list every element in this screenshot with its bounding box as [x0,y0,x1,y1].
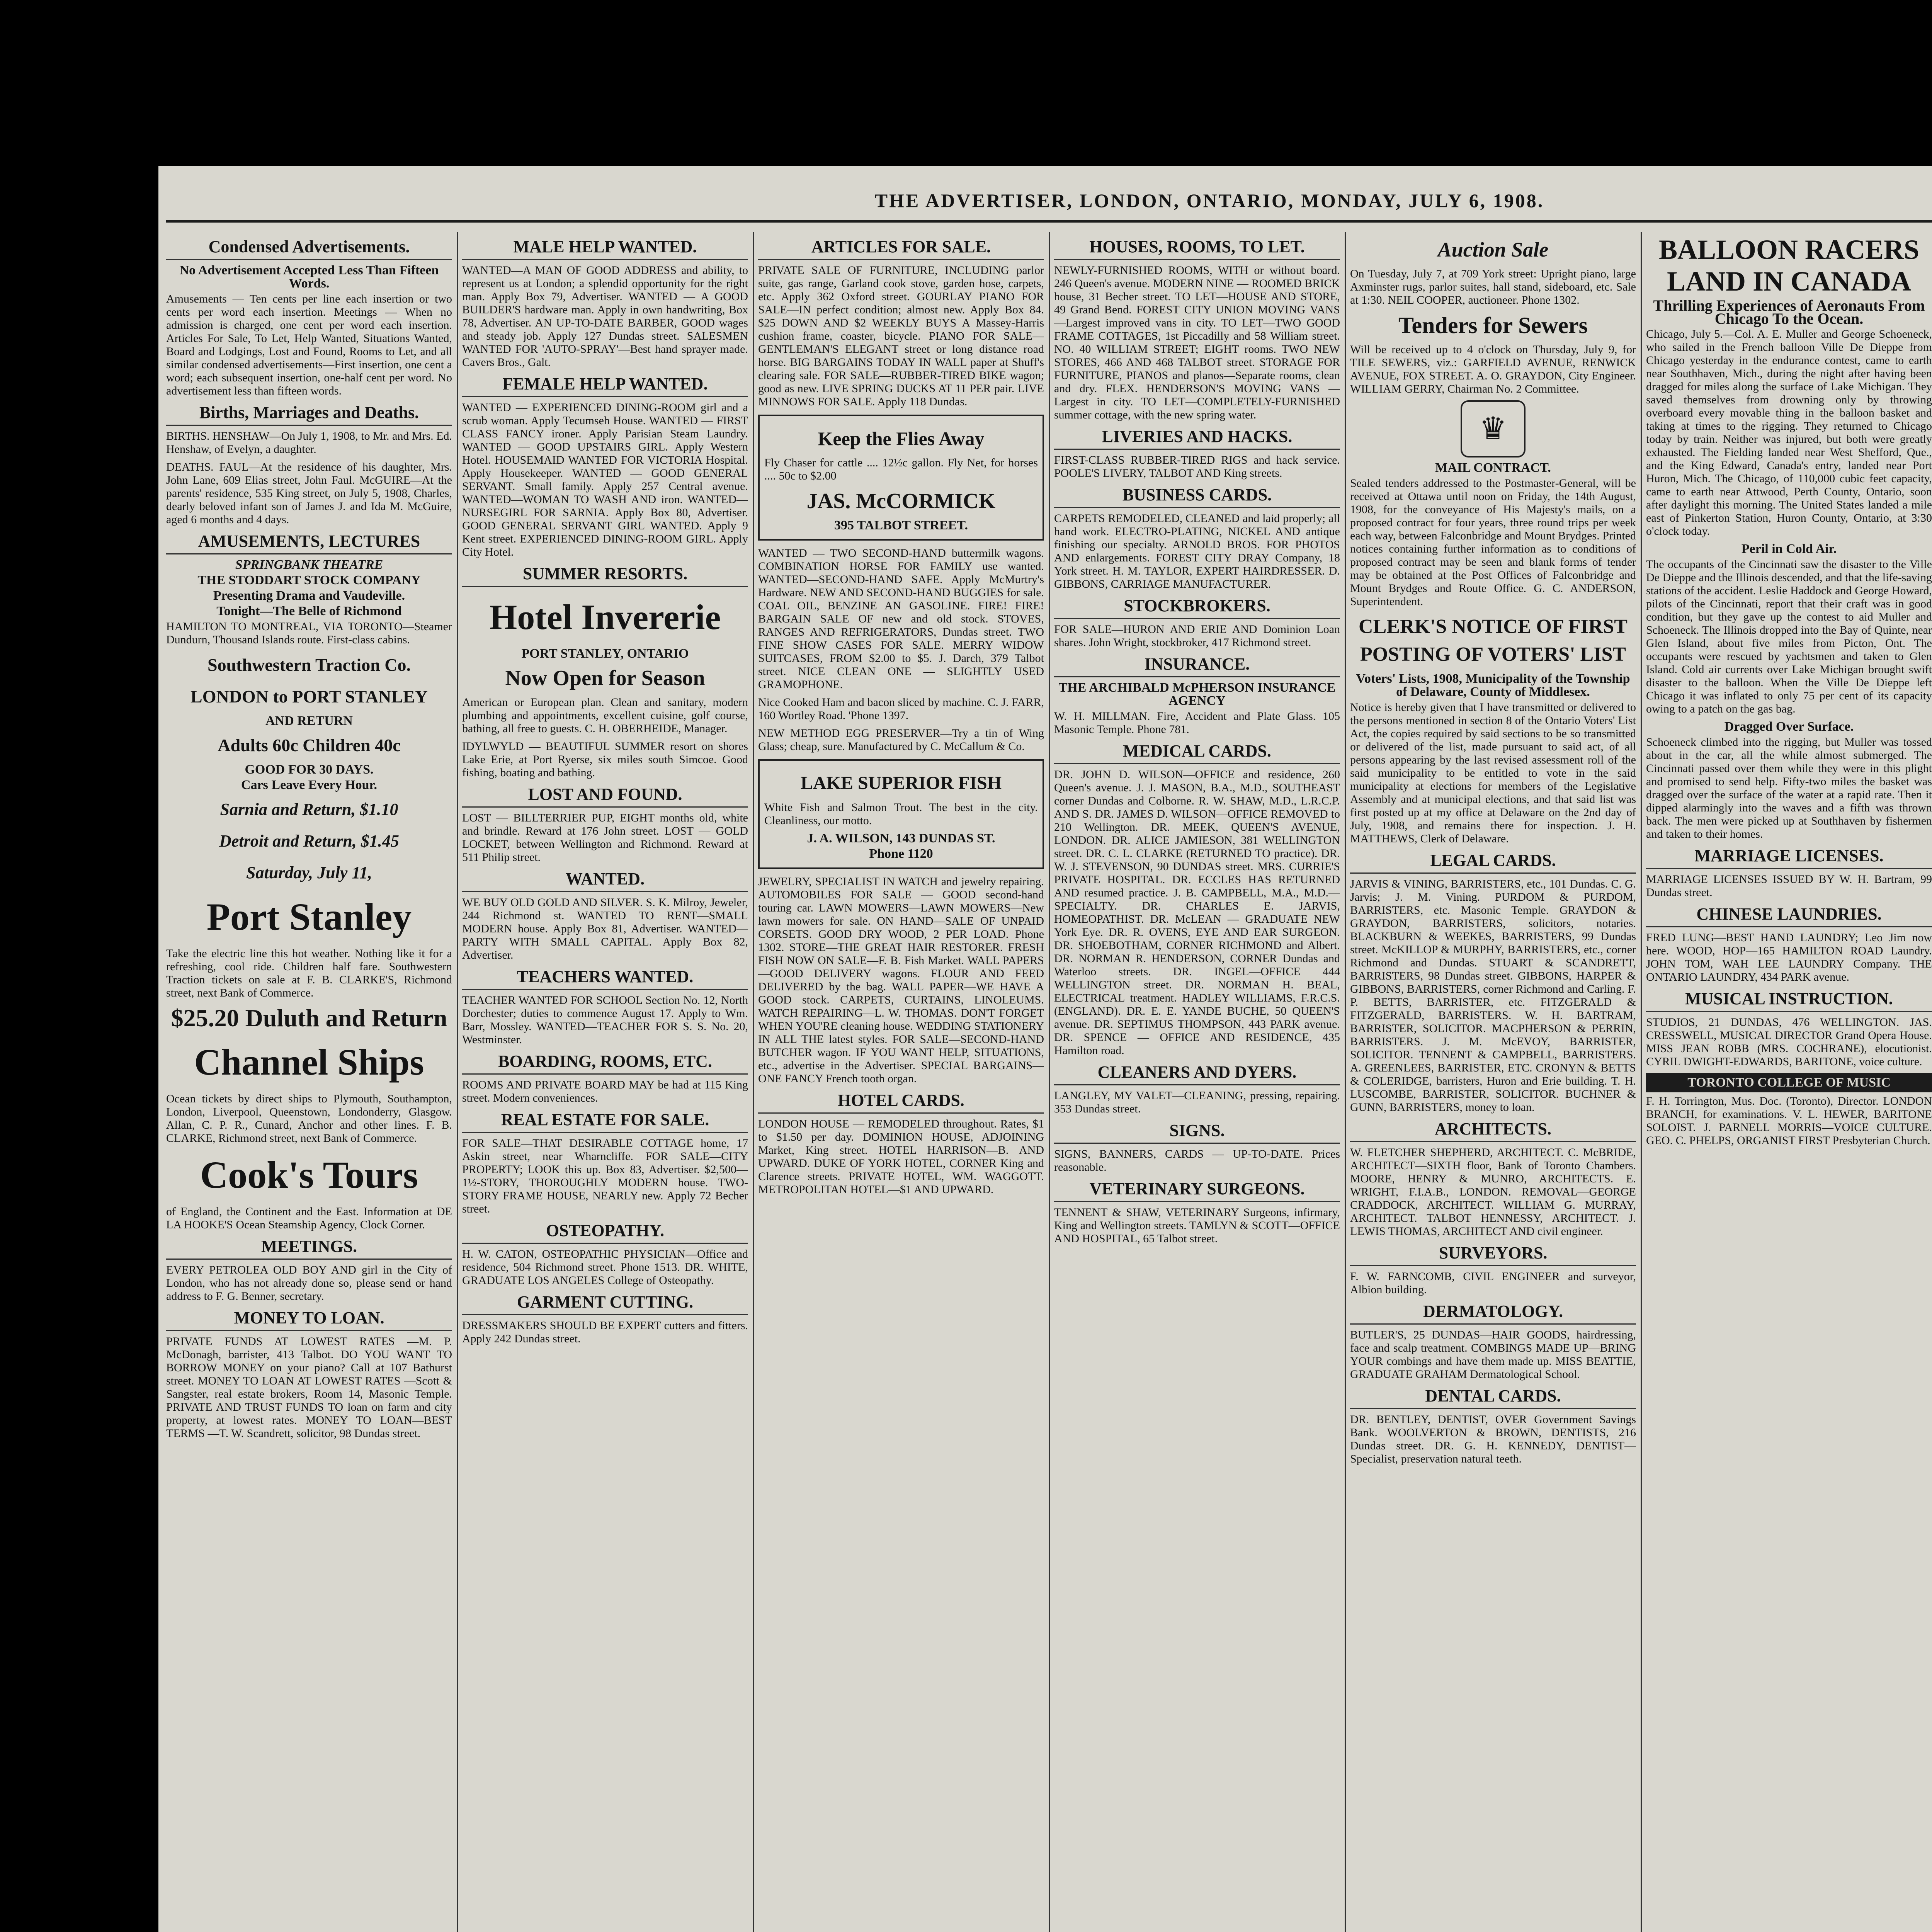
auction-heading: Auction Sale [1437,238,1549,261]
ham-ad: Nice Cooked Ham and bacon sliced by machine. C. J. FARR, 160 Wortley Road. 'Phone 1397. [758,696,1044,722]
chinese-laundries-text: FRED LUNG—BEST HAND LAUNDRY; Leo Jim now here. WOOD, HOP—165 HAMILTON ROAD Laundry. JOHN TOM, WAH LEE LAUNDRY Company. THE ONTARIO LAUNDRY, 434 PARK avenue. [1646,931,1932,983]
presenting-text: Presenting Drama and Vaudeville. [213,588,405,603]
stock-company: THE STODDART STOCK COMPANY [197,573,421,587]
masthead [158,189,1932,216]
sarnia-fare: Sarnia and Return, $1.10 [220,800,398,819]
wilson-name: J. A. WILSON, 143 DUNDAS ST. [807,831,995,845]
balloon-story: Chicago, July 5.—Col. A. E. Muller and George Schoeneck, who sailed in the French balloon Ville De Dieppe from Chicago yesterday in the endurance contest, came to earth near Southhaven, Mich., during the night after having been dragged for miles along the surface of Lake Michigan. They saved themselves from drowning only by throwing overboard every movable thing in the balloon basket and taking at times to the rigging. They returned to Chicago today by train. Neither was injured, but both were greatly exhausted. The Fielding landed near West Shefford, Que., and the King Edward, Canada's entry, landed near Port Huron, Mich. The Chicago, of 110,000 cubic feet capacity, came to earth near Attwood, Perth County, Ontario, soon after daylight this morning. The United States landed a mile east of Pinkerton Station, Huron County, Ontario, at 3:30 o'clock today. [1646,328,1932,537]
articles-text-2: WANTED — TWO SECOND-HAND buttermilk wagons. COMBINATION HORSE FOR FAMILY use wanted. WANTED—SECOND-HAND SAFE. Apply McMurtry's Hardware. NEW AND SECOND-HAND BUGGIES for sale. COAL OIL, BENZINE AN GASOLINE. FIRE! FIRE! BARGAIN SALE OF new and old stock. STOVES, RANGES AND REFRIGERATORS, Dundas street. TWO FINE SHOW CASES FOR SALE. MERRY WIDOW SUITCASES, FROM $2.00 to $5. J. Darch, 379 Talbot street. NICE CLEAN ONE — SLIGHTLY USED GRAMOPHONE. [758,547,1044,691]
port-stanley-big: Port Stanley [206,895,412,938]
wilson-phone: Phone 1120 [869,847,933,861]
tonight-text: Tonight—The Belle of Richmond [216,604,402,618]
male-help-heading: MALE HELP WANTED. [462,237,748,260]
duluth-fare: $25.20 Duluth and Return [171,1004,447,1032]
male-help-text: WANTED—A MAN OF GOOD ADDRESS and ability, to represent us at London; a splendid opportunity for the right man. Apply Box 79, Advertiser. WANTED — A GOOD BUILDER'S hardware man. Apply in own handwriting, Box 78, Advertiser. AN UP-TO-DATE BARBER, GOOD wages and steady job. Apply 127 Dundas street. SALESMEN WANTED FOR 'AUTO-SPRAY'—Best hand sprayer made. Cavers Bros., Galt. [462,264,748,369]
insurance-heading: INSURANCE. [1054,655,1340,677]
teachers-heading: TEACHERS WANTED. [462,967,748,990]
deaths-text: DEATHS. FAUL—At the residence of his daughter, Mrs. John Lane, 609 Elias street, John Faul. McGUIRE—At the parents' residence, 535 King street, on July 5, 1908, Charles, dearly beloved infant son of James J. and Ida M. McGuire, aged 6 months and 4 days. [166,461,452,526]
tenders-heading: Tenders for Sewers [1398,313,1588,338]
cleaners-text: LANGLEY, MY VALET—CLEANING, pressing, repairing. 353 Dundas street. [1054,1089,1340,1115]
column-rule [1345,232,1346,1932]
signs-heading: SIGNS. [1054,1121,1340,1144]
signs-text: SIGNS, BANNERS, CARDS — UP-TO-DATE. Prices reasonable. [1054,1148,1340,1173]
hotel-invererie: Hotel Invererie [489,597,721,637]
auction-text: On Tuesday, July 7, at 709 York street: Upright piano, large Axminster rugs, parlor suites, hall stand, sideboard, etc. Sale at 1:30. NEIL COOPER, auctioneer. Phone 1302. [1350,267,1636,306]
insurance-text: W. H. MILLMAN. Fire, Accident and Plate Glass. 105 Masonic Temple. Phone 781. [1054,710,1340,736]
liveries-text: FIRST-CLASS RUBBER-TIRED RIGS and hack service. POOLE'S LIVERY, TALBOT AND King streets. [1054,454,1340,480]
fly-chaser-ad [758,415,1044,541]
balloon-story-2: The occupants of the Cincinnati saw the disaster to the Ville De Dieppe and the Illinois descended, and that the life-saving stations of the accident. Leslie Haddock and George Howard, pilots of the Cincinnati, report that their craft was in good condition, but they gave up the contest to aid Muller and Schoeneck. The Illinois dropped into the Bay of Quinte, near Glen Island, about five miles from Picton, Ont. The occupants were rescued by yachtsmen and taken to Glen Island. Cold air currents over Lake Michigan brought swift disaster to the balloon. When the Ville De Dieppe left Chicago it was inflated to only 75 per cent of its capacity owing to a patch on the gas bag. [1646,558,1932,715]
theatre-name: SPRINGBANK THEATRE [235,558,383,572]
cooks-text: of England, the Continent and the East. Information at DE LA HOOKE'S Ocean Steamship Agency, Clock Corner. [166,1205,452,1231]
dental-heading: DENTAL CARDS. [1350,1386,1636,1409]
clerk-notice-text: Notice is hereby given that I have transmitted or delivered to the persons mentioned in section 8 of the Ontario Voters' List Act, the copies required by said sections to be so transmitted or delivered of the list, made pursuant to said act, of all persons appearing by the last revised assessment roll of the said municipality to be entitled to vote in the said municipality at elections for members of the Legislative Assembly and at municipal elections, and that said list was first posted up at my office at Delaware on the 2nd day of July, 1908, and remains there for inspection. J. H. MATTHEWS, Clerk of Delaware. [1350,701,1636,845]
stockbrokers-text: FOR SALE—HURON AND ERIE AND Dominion Loan shares. John Wright, stockbroker, 417 Richmond street. [1054,623,1340,649]
summer-resorts-heading: SUMMER RESORTS. [462,564,748,587]
cleaners-heading: CLEANERS AND DYERS. [1054,1063,1340,1085]
detroit-fare: Detroit and Return, $1.45 [219,832,399,850]
surveyors-text: F. W. FARNCOMB, CIVIL ENGINEER and surveyor, Albion building. [1350,1270,1636,1296]
garment-heading: GARMENT CUTTING. [462,1293,748,1315]
headline-land-in-canada: LAND IN CANADA [1667,266,1911,297]
births-heading: Births, Marriages and Deaths. [166,403,452,426]
lost-found-heading: LOST AND FOUND. [462,785,748,808]
chinese-laundries-heading: CHINESE LAUNDRIES. [1646,905,1932,927]
column-rule [753,232,754,1932]
column-4 [1054,232,1340,1932]
hotel-place: PORT STANLEY, ONTARIO [521,646,689,661]
dermatology-heading: DERMATOLOGY. [1350,1302,1636,1325]
condensed-notice: No Advertisement Accepted Less Than Fifteen Words. [179,263,439,291]
superior-heading: LAKE SUPERIOR FISH [800,773,1002,793]
female-help-text: WANTED — EXPERIENCED DINING-ROOM girl and a scrub woman. Apply Tecumseh House. WANTED — FIRST CLASS FANCY ironer. Apply Parisian Steam Laundry. WANTED — GOOD UPSTAIRS GIRL. Apply Western Hotel. HOUSEMAID WANTED FOR VICTORIA Hospital. Apply Housekeeper. WANTED — GOOD GENERAL SERVANT. Small family. Apply 257 Central avenue. WANTED—WOMAN TO WASH AND iron. WANTED—NURSEGIRL FOR SARNIA. Apply Box 80, Advertiser. GOOD GENERAL SERVANT GIRL WANTED. Apply 9 Kent street. EXPERIENCED DINING-ROOM GIRL. Apply City Hotel. [462,401,748,558]
idylwyld-text: IDYLWYLD — BEAUTIFUL SUMMER resort on shores Lake Erie, at Port Ryerse, six miles south Simcoe. Good fishing, boating and bathing. [462,740,748,779]
port-stanley-text: Take the electric line this hot weather. Nothing like it for a refreshing, cool ride. Children half fare. Southwestern Traction tickets on sale at F. B. CLARKE'S, Richmond street, next Bank of Commerce. [166,947,452,999]
flies-text: Fly Chaser for cattle .... 12½c gallon. Fly Net, for horses .... 50c to $2.00 [764,456,1038,482]
real-estate-text: FOR SALE—THAT DESIRABLE COTTAGE home, 17 Askin street, near Wharncliffe. FOR SALE—CITY PROPERTY; LOOK this up. Box 83, Advertiser. $2,500—1½-STORY, THOROUGHLY MODERN house. TWO-STORY FRAME HOUSE, NEARLY new. Apply 72 Becher street. [462,1137,748,1215]
money-text: PRIVATE FUNDS AT LOWEST RATES —M. P. McDonagh, barrister, 413 Talbot. DO YOU WANT TO BORROW MONEY on your piano? Call at 107 Bathurst street. MONEY TO LOAN AT LOWEST RATES —Scott & Sangster, real estate brokers, Room 14, Masonic Temple. PRIVATE AND TRUST FUNDS TO loan on farm and city property, at lowest rates. MONEY TO LOAN—BEST TERMS —T. W. Scandrett, solicitor, 98 Dundas street. [166,1335,452,1440]
business-text: CARPETS REMODELED, CLEANED and laid properly; all hand work. ELECTRO-PLATING, NICKEL AND antique finishing our specialty. ARNOLD BROS. FOR PHOTOS AND enlargements. FOREST CITY DRAY Company, 18 York street. H. M. TAYLOR, EXPERT HAIRDRESSER. D. GIBBONS, CARRIAGE MANUFACTURER. [1054,512,1340,590]
business-heading: BUSINESS CARDS. [1054,485,1340,508]
superior-text: White Fish and Salmon Trout. The best in the city. Cleanliness, our motto. [764,801,1038,827]
fares: Adults 60c Children 40c [218,735,401,755]
garment-text: DRESSMAKERS SHOULD BE EXPERT cutters and fitters. Apply 242 Dundas street. [462,1319,748,1345]
toronto-college-music: TORONTO COLLEGE OF MUSIC [1646,1073,1932,1092]
cooks-tours: Cook's Tours [200,1153,418,1196]
traction-heading: Southwestern Traction Co. [207,655,411,675]
liveries-heading: LIVERIES AND HACKS. [1054,427,1340,450]
column-1 [166,232,452,1932]
insurance-agency: THE ARCHIBALD McPHERSON INSURANCE AGENCY [1058,680,1336,708]
veterinary-text: TENNENT & SHAW, VETERINARY Surgeons, infirmary, King and Wellington streets. TAMLYN & SCOTT—OFFICE AND HOSPITAL, 65 Talbot street. [1054,1206,1340,1245]
teachers-text: TEACHER WANTED FOR SCHOOL Section No. 12, North Dorchester; duties to commence August 17. Apply to Wm. Barr, Mossley. WANTED—TEACHER FOR S. S. No. 20, Westminster. [462,994,748,1046]
real-estate-heading: REAL ESTATE FOR SALE. [462,1110,748,1133]
column-rule [1641,232,1642,1932]
marriage-text: MARRIAGE LICENSES ISSUED BY W. H. Bartram, 99 Dundas street. [1646,873,1932,899]
wanted-heading: WANTED. [462,869,748,892]
stockbrokers-heading: STOCKBROKERS. [1054,596,1340,619]
meetings-text: EVERY PETROLEA OLD BOY AND girl in the City of London, who has not already done so, please send or hand address to F. G. Benner, secretary. [166,1264,452,1303]
births-text: BIRTHS. HENSHAW—On July 1, 1908, to Mr. and Mrs. Ed. Henshaw, of Evelyn, a daughter. [166,430,452,456]
legal-heading: LEGAL CARDS. [1350,851,1636,874]
tenders-text: Will be received up to 4 o'clock on Thursday, July 9, for TILE SEWERS, viz.: GARFIELD AVENUE, RENWICK AVENUE, FOX STREET. A. O. GRAYDON, City Engineer. WILLIAM GERRY, Chairman No. 2 Committee. [1350,343,1636,395]
newspaper-page [158,166,1932,1932]
mail-contract-heading: MAIL CONTRACT. [1435,461,1551,475]
articles-heading: ARTICLES FOR SALE. [758,237,1044,260]
hotel-open: Now Open for Season [505,666,705,690]
good-for: GOOD FOR 30 DAYS. [245,762,374,777]
osteopathy-heading: OSTEOPATHY. [462,1221,748,1244]
column-6 [1646,232,1932,1932]
column-rule [457,232,458,1932]
royal-crest-icon: ♛ [1461,400,1526,457]
wanted-text: WE BUY OLD GOLD AND SILVER. S. K. Milroy, Jeweler, 244 Richmond st. WANTED TO RENT—SMALL MODERN house. Apply Box 81, Advertiser. WANTED—PARTY WITH SMALL CAPITAL. Apply Box 82, Advertiser. [462,896,748,961]
balloon-subhead: Thrilling Experiences of Aeronauts From Chicago To the Ocean. [1653,297,1925,327]
masthead-title: THE ADVERTISER, LONDON, ONTARIO, MONDAY, JULY 6, 1908. [874,190,1544,211]
headline-balloon-racers: BALLOON RACERS [1658,234,1920,265]
and-return: AND RETURN [265,714,353,728]
music-text-2: F. H. Torrington, Mus. Doc. (Toronto), Director. LONDON BRANCH, for examinations. V. L. HEWER, BARITONE SOLOIST. J. PARNELL MORRIS—VOICE CULTURE. GEO. C. PHELPS, ORGANIST FIRST Presbyterian Church. [1646,1095,1932,1147]
meetings-heading: MEETINGS. [166,1237,452,1260]
mail-contract-text: Sealed tenders addressed to the Postmaster-General, will be received at Ottawa until noon on Friday, the 14th August, 1908, for the conveyance of His Majesty's mails, on a proposed contract for four years, three round trips per week each way, between Falconbridge and Mount Brydges. Printed notices containing further information as to conditions of proposed contract may be seen and blank forms of tender may be obtained at the Post Offices of Falconbridge and Mount Brydges and Route Office. G. C. ANDERSON, Superintendent. [1350,477,1636,608]
amusements-heading: AMUSEMENTS, LECTURES [166,532,452,554]
boarding-heading: BOARDING, ROOMS, ETC. [462,1052,748,1075]
masthead-rule [166,220,1932,223]
lake-superior-ad [758,759,1044,869]
lost-found-text: LOST — BILLTERRIER PUP, EIGHT months old, white and brindle. Reward at 176 John street. LOST — GOLD LOCKET, between Wellington and Richmond. Reward at 511 Philip street. [462,811,748,864]
dental-text: DR. BENTLEY, DENTIST, OVER Government Savings Bank. WOOLVERTON & BROWN, DENTISTS, 216 Dundas street. DR. G. H. KENNEDY, DENTIST—Specialist, preservation natural teeth. [1350,1413,1636,1465]
legal-text: JARVIS & VINING, BARRISTERS, etc., 101 Dundas. C. G. Jarvis; J. M. Vining. PURDOM & PURDOM, BARRISTERS, etc. Masonic Temple. GRAYDON & GRAYDON, BARRISTERS, solicitors, notaries. BLACKBURN & WEEKES, BARRISTERS, 99 Dundas street. McKILLOP & MURPHY, BARRISTERS, etc., corner Richmond and Dundas. STUART & SCANDRETT, BARRISTERS, 98 Dundas street. GIBBONS, HARPER & GIBBONS, BARRISTERS, corner Richmond and Carling. F. P. BETTS, BARRISTER, etc. FITZGERALD & FITZGERALD, BARRISTERS. W. H. BARTRAM, BARRISTER, SOLICITOR. MACPHERSON & PERRIN, BARRISTERS. J. M. McEVOY, BARRISTER, SOLICITOR. TENNENT & CAMPBELL, BARRISTERS. A. GREENLEES, BARRISTER, ETC. CRONYN & BETTS & COLERIDGE, barristers, Huron and Erie building. T. H. LUSCOMBE, BARRISTER, SOLICITOR. BUCHNER & GUNN, BARRISTERS, money to loan. [1350,878,1636,1114]
veterinary-heading: VETERINARY SURGEONS. [1054,1179,1340,1202]
hamilton-ad: HAMILTON TO MONTREAL, VIA TORONTO—Steamer Dundurn, Thousand Islands route. First-class cabins. [166,620,452,646]
female-help-heading: FEMALE HELP WANTED. [462,374,748,397]
mccormick-address: 395 TALBOT STREET. [834,518,968,532]
architects-heading: ARCHITECTS. [1350,1119,1636,1142]
port-stanley-route: LONDON to PORT STANLEY [190,687,428,706]
marriage-heading: MARRIAGE LICENSES. [1646,846,1932,869]
music-text: STUDIOS, 21 DUNDAS, 476 WELLINGTON. JAS. CRESSWELL, MUSICAL DIRECTOR Grand Opera House. MISS JEAN ROBB (MRS. COCHRANE), elocutionist. CYRIL DWIGHT-EDWARDS, BARITONE, voice culture. [1646,1016,1932,1068]
egg-preserver-ad: NEW METHOD EGG PRESERVER—Try a tin of Wing Glass; cheap, sure. Manufactured by C. McCallum & Co. [758,727,1044,753]
peril-subhead: Peril in Cold Air. [1741,542,1837,556]
articles-text-3: JEWELRY, SPECIALIST IN WATCH and jewelry repairing. AUTOMOBILES FOR SALE — GOOD second-hand touring car. LAWN MOWERS—LAWN MOWERS—New lawn mowers for sale. ON HAND—SALE OF UNPAID CORSETS. GOOD DRY WOOD, 2 PER LOAD. Phone 1302. STORE—THE GREAT HAIR RESTORER. FRESH FISH NOW ON SALE—F. B. Fish Market. WALL PAPERS—GOOD DELIVERY wagons. FLOUR AND FEED DELIVERED by the bag. WALL PAPER—WE HAVE A GOOD stock. CARPETS, CURTAINS, LINOLEUMS. WATCH REPAIRING—L. W. THOMAS. DON'T FORGET WHEN YOU'RE cleaning house. WEDDING STATIONERY IN ALL THE latest styles. FOR SALE—SECOND-HAND BUTCHER wagon. IF YOU WANT HELP, SITUATIONS, etc., advertise in the Advertiser. SPECIAL BARGAINS—ONE FANCY French tooth organ. [758,875,1044,1085]
column-3 [758,232,1044,1932]
medical-text: DR. JOHN D. WILSON—OFFICE and residence, 260 Queen's avenue. J. J. MASON, B.A., M.D., SOUTHEAST corner Dundas and Colborne. R. W. SHAW, M.D., L.R.C.P. AND S. DR. JAMES D. WILSON—OFFICE REMOVED to 210 Wellington. DR. MEEK, QUEEN'S AVENUE, LONDON. DR. ALICE JAMIESON, 381 WELLINGTON street. DR. C. L. CLARKE (RETURNED TO practice). DR. W. J. STEVENSON, 90 DUNDAS street. MRS. CURRIE'S PRIVATE HOSPITAL. DR. ECCLES HAS RETURNED AND resumed practice. J. B. CAMPBELL, M.A., M.D.—SPECIALTY. DR. CHARLES E. JARVIS, HOMEOPATHIST. DR. McLEAN — GRADUATE NEW York Eye. DR. R. OVENS, EYE AND EAR SURGEON. DR. SHOEBOTHAM, CORNER RICHMOND and Albert. DR. NORMAN R. HENDERSON, CORNER Dundas and Waterloo streets. DR. INGEL—OFFICE 444 WELLINGTON street. DR. NORMAN H. BEAL, ELECTRICAL treatment. HADLEY WILLIAMS, F.R.C.S. (ENGLAND). DR. E. E. YANDE BUCHE, 50 QUEEN'S avenue. DR. SEPTIMUS THOMPSON, 443 PARK avenue. DR. SPENCE — OFFICE AND RESIDENCE, 435 Hamilton road. [1054,768,1340,1057]
saturday-date: Saturday, July 11, [246,863,372,882]
medical-heading: MEDICAL CARDS. [1054,742,1340,764]
column-2 [462,232,748,1932]
boarding-text: ROOMS AND PRIVATE BOARD MAY be had at 115 King street. Modern conveniences. [462,1078,748,1104]
column-rule [1049,232,1050,1932]
surveyors-heading: SURVEYORS. [1350,1243,1636,1266]
flies-heading: Keep the Flies Away [818,428,985,449]
houses-heading: HOUSES, ROOMS, TO LET. [1054,237,1340,260]
mccormick-name: JAS. McCORMICK [806,489,996,513]
articles-text: PRIVATE SALE OF FURNITURE, INCLUDING parlor suite, gas range, Garland cook stove, garden hose, carpets, etc. Apply 362 Oxford street. GOURLAY PIANO FOR SALE—IN perfect condition; almost new. Apply Box 84. $25 DOWN AND $2 WEEKLY BUYS A Massey-Harris cushion frame, coaster, bicycle. PIANO FOR SALE—GENTLEMAN'S ELEGANT street or long distance road horse. BIG BARGAINS TODAY IN WALL paper at Shuff's clearing sale. FOR SALE—RUBBER-TIRED BIKE wagon; good as new. LIVE SPRING DUCKS AT 11 PER pair. LIVE MINNOWS FOR SALE. Apply 118 Dundas. [758,264,1044,408]
architects-text: W. FLETCHER SHEPHERD, ARCHITECT. C. McBRIDE, ARCHITECT—SIXTH floor, Bank of Toronto Chambers. MOORE, HENRY & MUNRO, ARCHITECTS. E. WRIGHT, F.I.A.B., LONDON. REMOVAL—GEORGE CRADDOCK, ARCHITECT. WILLIAM G. MURRAY, ARCHITECT. TALBOT HENNESSY, ARCHITECT. J. LEWIS THOMAS, ARCHITECT AND civil engineer. [1350,1146,1636,1238]
dermatology-text: BUTLER'S, 25 DUNDAS—HAIR GOODS, hairdressing, face and scalp treatment. COMBINGS MADE UP—BRING YOUR combings and have them made up. MISS BEATTIE, GRADUATE GRAHAM Dermatological School. [1350,1328,1636,1381]
hotel-cards-heading: HOTEL CARDS. [758,1091,1044,1114]
money-heading: MONEY TO LOAN. [166,1308,452,1331]
condensed-rates: Amusements — Ten cents per line each insertion or two cents per word each insertion. Meetings — When no admission is charged, one cent per word each insertion. Articles For Sale, To Let, Help Wanted, Situations Wanted, Board and Lodgings, Lost and Found, Rooms to Let, and all similar condensed advertisements—First insertion, one cent a word; each subsequent insertion, one-half cent per word. No advertisement less than fifteen words. [166,293,452,397]
channel-text: Ocean tickets by direct ships to Plymouth, Southampton, London, Liverpool, Queenstown, Londonderry, Glasgow. Allan, C. P. R., Cunard, Anchor and other lines. F. B. CLARKE, Richmond street, next Bank of Commerce. [166,1092,452,1145]
column-5 [1350,232,1636,1932]
hotel-cards-text: LONDON HOUSE — REMODELED throughout. Rates, $1 to $1.50 per day. DOMINION HOUSE, ADJOINING Market, King street. HOTEL HARRISON—B. AND UPWARD. DUKE OF YORK HOTEL, CORNER King and Clarence streets. PRIVATE HOTEL, WM. WAGGOTT. METROPOLITAN HOTEL—$1 AND UPWARD. [758,1117,1044,1196]
houses-text: NEWLY-FURNISHED ROOMS, WITH or without board. 246 Queen's avenue. MODERN NINE — ROOMED BRICK house, 31 Becher street. TO LET—HOUSE AND STORE, 49 Grand Bend. FOREST CITY UNION MOVING VANS —Largest improved vans in city. TO LET—TWO GOOD FRAME COTTAGES, 1st Piccadilly and 58 William street. NO. 40 WILLIAM STREET; EIGHT rooms. TWO NEW STORES, 466 AND 468 TALBOT street. STORAGE FOR FURNITURE, PIANOS and planos—Separate rooms, clean and dry. FLEX. HENDERSON'S MOVING VANS —Largest in city. TO LET—COMPLETELY-FURNISHED summer cottage, with the new spring water. [1054,264,1340,421]
condensed-heading: Condensed Advertisements. [166,237,452,260]
clerk-notice-heading: CLERK'S NOTICE OF FIRST POSTING OF VOTERS' LIST [1359,616,1628,665]
channel-ships: Channel Ships [194,1041,424,1083]
hotel-text: American or European plan. Clean and sanitary, modern plumbing and appointments, excellent cuisine, golf course, bathing, all free to guests. C. H. OBERHEIDE, Manager. [462,696,748,735]
cars-leave: Cars Leave Every Hour. [241,778,377,792]
clerk-notice-sub: Voters' Lists, 1908, Municipality of the Township of Delaware, County of Middlesex. [1356,672,1630,699]
dragged-subhead: Dragged Over Surface. [1724,719,1854,734]
music-heading: MUSICAL INSTRUCTION. [1646,989,1932,1012]
osteopathy-text: H. W. CATON, OSTEOPATHIC PHYSICIAN—Office and residence, 504 Richmond street. Phone 1513. DR. WHITE, GRADUATE LOS ANGELES College of Osteopathy. [462,1248,748,1287]
balloon-story-3: Schoeneck climbed into the rigging, but Muller was tossed about in the car, all the while almost submerged. The Cincinnati passed over them while they were in this plight and promised to send help. Fifty-two miles the basket was dragged over the surface of the water at a rapid rate. Then it dipped alarmingly into the waves and a fifth was thrown back. The men were picked up at Southhaven by fishermen and taken to their homes. [1646,736,1932,840]
